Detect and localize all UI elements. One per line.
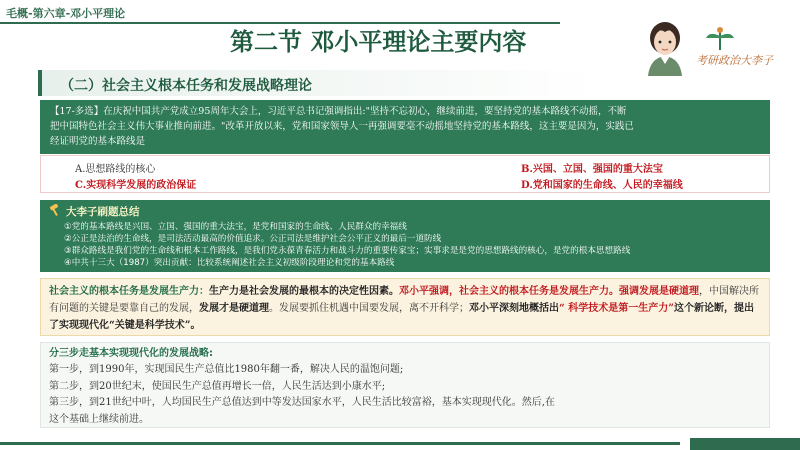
essence-sentence-3: ，中国解决所有问题的关键是要靠自己的发展，: [49, 286, 759, 314]
step-2: 第二步，到20世纪末，使国民生产总值再增长一倍，人民生活达到小康水平;: [49, 380, 386, 392]
logo-text: 考研政治大李子: [696, 54, 773, 67]
question-line-3: 经证明党的基本路线是: [50, 136, 146, 147]
question-line-1: 【17-多选】在庆祝中国共产党成立95周年大会上，习近平总书记强调指出:"坚持不忘初心，继续前进，要坚持党的基本路线不动摇，不断: [50, 106, 627, 117]
teacher-avatar: [640, 18, 690, 76]
summary-box: [40, 200, 770, 272]
option-d: D.党和国家的生命线、人民的幸福线: [521, 180, 683, 191]
step-1: 第一步，到1990年，实现国民生产总值比1980年翻一番，解决人民的温饱问题;: [49, 364, 404, 375]
summary-item: ①党的基本路线是兴国、立国、强国的重大法宝，是党和国家的生命线、人民群众的幸福线: [64, 222, 407, 232]
summary-item: ②公正是法治的生命线，是司法活动最高的价值追求。公正司法是维护社会公平正义的最后一道防线: [64, 234, 442, 244]
brand-logo: [690, 26, 800, 74]
section-heading-label: （二）社会主义根本任务和发展战略理论: [60, 78, 312, 94]
logo-emblem-icon: [700, 26, 740, 52]
question-line-2: 把中国特色社会主义伟大事业推向前进。"改革开放以来，党和国家领导人一再强调要毫不动摇地坚持党的基本路线，这主要是因为，实践已: [50, 121, 634, 132]
summary-item: ③群众路线是我们党的生命线和根本工作路线，是我们党永葆青春活力和战斗力的重要传家宝；实事求是是党的思想路线的核心，是党的根本思想路线: [64, 246, 631, 256]
summary-item: ④中共十三大（1987）突出贡献：比较系统阐述社会主义初级阶段理论和党的基本路线: [64, 258, 395, 268]
footer-block: [690, 438, 800, 450]
option-b: B.兴国、立国、强国的重大法宝: [521, 164, 663, 175]
section-heading: [38, 70, 598, 96]
essence-sentence-5: 。发展要抓住机遇中国要发展，离不开科学；: [269, 303, 469, 314]
question-box: [40, 100, 770, 154]
essence-label: 社会主义的根本任务是发展生产力：: [49, 286, 209, 297]
essence-box: [40, 278, 770, 336]
step-3: 第三步，到21世纪中叶，人均国民生产总值达到中等发达国家水平，人民生活比较富裕，基本实现现代化。然后,在: [49, 397, 555, 408]
bottom-bar: [0, 436, 800, 450]
steps-box: [40, 342, 770, 428]
option-c: C.实现科学发展的政治保证: [75, 180, 197, 191]
steps-heading: 分三步走基本实现现代化的发展战略:: [49, 348, 213, 359]
page-title: 第二节 邓小平理论主要内容: [230, 27, 527, 56]
essence-sentence-6: 邓小平深刻地概括出: [469, 303, 559, 314]
breadcrumb: 毛概-第六章-邓小平理论: [6, 7, 126, 20]
step-3-continued: 这个基础上继续前进。: [49, 413, 149, 425]
essence-sentence-8: 这个新论断，提出了实现现代化“关键是科学技术”。: [49, 303, 754, 331]
essence-sentence-2: 邓小平强调，社会主义的根本任务是发展生产力。强调发展是硬道理: [399, 286, 699, 297]
summary-heading: 大李子刷题总结: [66, 206, 140, 218]
option-a: A.思想路线的核心: [75, 164, 156, 175]
essence-paragraph: [49, 283, 761, 334]
essence-sentence-1: 生产力是社会发展的最根本的决定性因素。: [209, 286, 399, 297]
footer-rule: [0, 442, 680, 445]
essence-sentence-7: “ 科学技术是第一生产力”: [559, 303, 674, 314]
essence-sentence-4: 发展才是硬道理: [199, 303, 269, 314]
gavel-icon: [48, 204, 62, 216]
answer-options: [40, 155, 770, 193]
